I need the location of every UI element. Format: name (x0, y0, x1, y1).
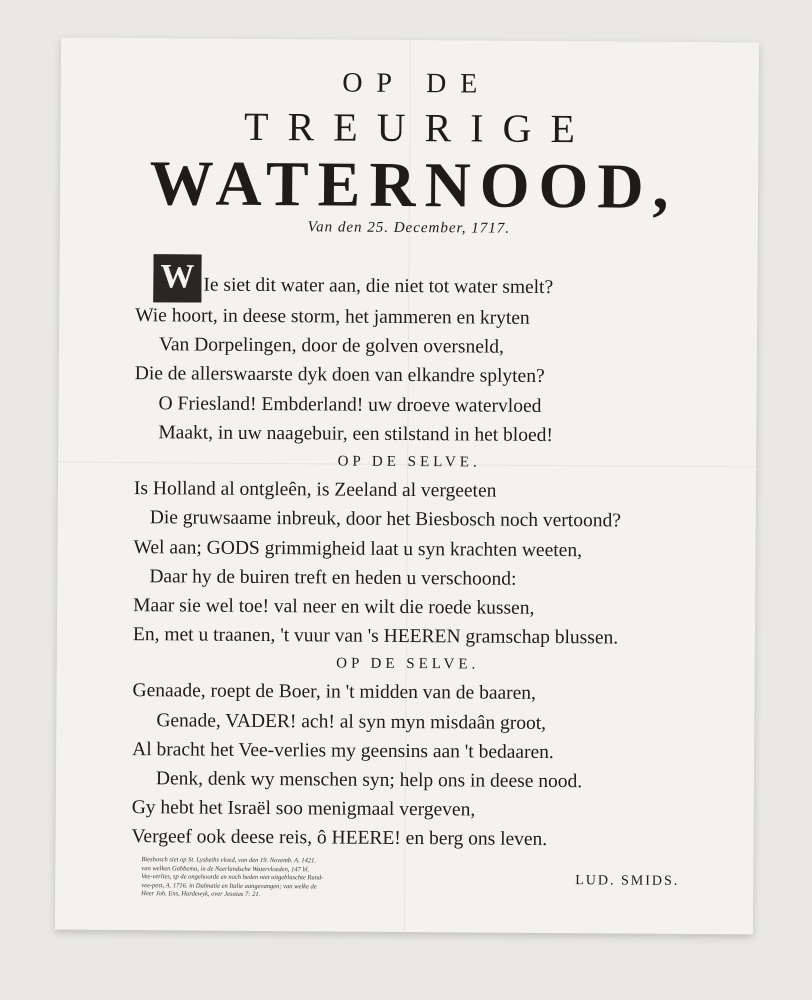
section-heading-3: OP DE SELVE. (336, 655, 480, 673)
stanza2-line-4: Daar hy de buiren treft en heden u verschoond: (149, 566, 517, 590)
footnote-line: Heer Joh. Ens, Hardewyk, over Jesaias 7: 21. (141, 890, 261, 898)
dropcap-letter: W (160, 258, 195, 296)
footnote-line: Biesbosch siet op St. Lysbeths vloed, van den 19. Novemb. A. 1421. (141, 856, 317, 865)
stanza1-line-2: Wie hoort, in deese storm, het jammeren en kryten (135, 305, 530, 329)
stanza2-line-1: Is Holland al ontgleên, is Zeeland al vergeeten (133, 478, 497, 502)
footnotes (141, 856, 481, 901)
stanza2-line-2: Die gruwsaame inbreuk, door het Biesbosch noch vertoond? (149, 507, 621, 532)
footnote-line: vee-pest, A. 1716. in Dalmatie en Italie aangevangen; van welke de (141, 881, 317, 890)
stanza2-line-6: En, met u traanen, 't vuur van 's HEEREN gramschap blussen. (132, 624, 619, 649)
author-signature: LUD. SMIDS. (575, 873, 680, 889)
stanza2-line-3: Wel aan; GODS grimmigheid laat u syn krachten weeten, (133, 537, 583, 562)
stanza3-line-2: Genade, VADER! ach! al syn myn misdaân groot, (156, 710, 547, 734)
stanza3-line-4: Denk, denk wy menschen syn; help ons in deese nood. (155, 768, 583, 793)
title-line-3: WATERNOOD, (149, 147, 678, 222)
footnote-line: Vee-verlies, sp de ongehoorde en noch heden niet uitgebluschte Rund- (141, 873, 324, 882)
stanza1-line-4: Die de allerswaarste dyk doen van elkandre splyten? (134, 363, 545, 387)
date-line: Van den 25. December, 1717. (307, 219, 511, 237)
broadsheet-paper (55, 38, 759, 935)
stanza1-line-5: O Friesland! Embderland! uw droeve watervloed (158, 393, 542, 417)
stanza1-line-1: Ie siet dit water aan, die niet tot water smelt? (203, 274, 554, 299)
stanza3-line-5: Gy hebt het Israël soo menigmaal vergeven, (131, 797, 476, 821)
section-heading-2: OP DE SELVE. (337, 453, 481, 471)
stanza3-line-1: Genaade, roept de Boer, in 't midden van de baaren, (132, 680, 537, 704)
stanza3-line-3: Al bracht het Vee-verlies my geensins aan 't bedaaren. (132, 739, 554, 764)
title-line-1: OP DE (342, 67, 492, 100)
footnote-line: van welken Gabbema, in de Neerlandsche Watervloeden, 147 bl. (141, 864, 310, 873)
stanza1-line-6: Maakt, in uw naagebuir, een stilstand in het bloed! (158, 422, 553, 447)
dropcap-ornament (153, 254, 201, 302)
stanza3-line-6: Vergeef ook deese reis, ô HEERE! en berg ons leven. (131, 826, 548, 850)
stanza1-line-3: Van Dorpelingen, door de golven oversneld, (158, 334, 505, 358)
title-line-2: TREURIGE (243, 103, 595, 152)
stanza2-line-5: Maar sie wel toe! val neer en wilt die roede kussen, (133, 595, 535, 619)
